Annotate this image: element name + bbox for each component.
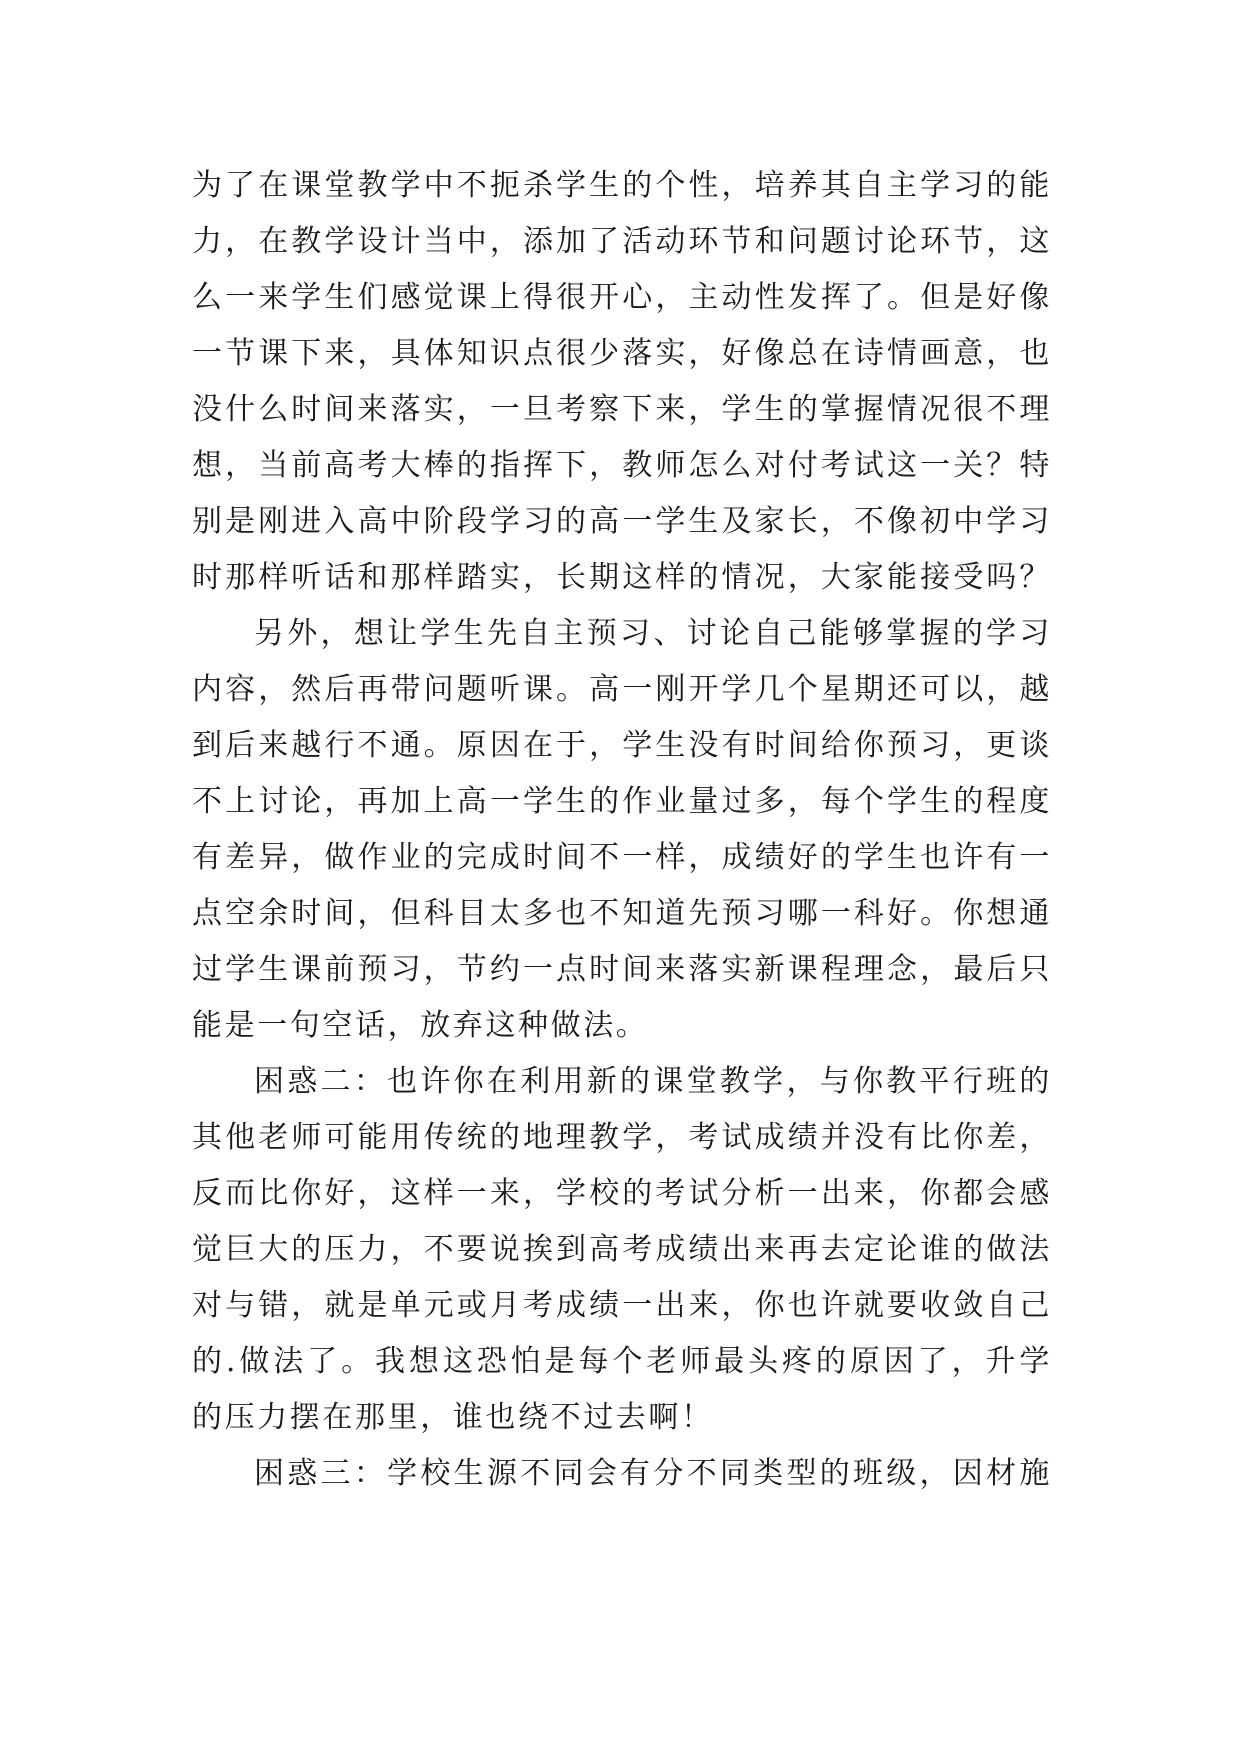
paragraph-line: 时那样听话和那样踏实，长期这样的情况，大家能接受吗？ (192, 560, 1052, 595)
paragraph-line: 没什么时间来落实，一旦考察下来，学生的掌握情况很不理 (192, 392, 1052, 427)
paragraph-first-line: 困惑二：也许你在利用新的课堂教学，与你教平行班的 (254, 1064, 1052, 1099)
paragraph-line: 想，当前高考大棒的指挥下，教师怎么对付考试这一关？特 (192, 448, 1052, 483)
paragraph-last-line: 能是一句空话，放弃这种做法。 (192, 1008, 649, 1043)
paragraph-line: 内容，然后再带问题听课。高一刚开学几个星期还可以，越 (192, 672, 1052, 707)
paragraph-first-line: 困惑三：学校生源不同会有分不同类型的班级，因材施 (254, 1456, 1052, 1491)
paragraph-line: 别是刚进入高中阶段学习的高一学生及家长，不像初中学习 (192, 504, 1052, 539)
paragraph-line: 力，在教学设计当中，添加了活动环节和问题讨论环节，这 (192, 224, 1052, 259)
paragraph-line: 的.做法了。我想这恐怕是每个老师最头疼的原因了，升学 (192, 1344, 1052, 1379)
paragraph-line: 么一来学生们感觉课上得很开心，主动性发挥了。但是好像 (192, 280, 1052, 315)
paragraph-line: 反而比你好，这样一来，学校的考试分析一出来，你都会感 (192, 1176, 1052, 1211)
paragraph-line: 对与错，就是单元或月考成绩一出来，你也许就要收敛自己 (192, 1288, 1052, 1323)
paragraph-line: 一节课下来，具体知识点很少落实，好像总在诗情画意，也 (192, 336, 1052, 371)
paragraph-line: 过学生课前预习，节约一点时间来落实新课程理念，最后只 (192, 952, 1052, 987)
paragraph-last-line: 的压力摆在那里，谁也绕不过去啊！ (192, 1400, 714, 1435)
paragraph-line: 到后来越行不通。原因在于，学生没有时间给你预习，更谈 (192, 728, 1052, 763)
paragraph-line: 觉巨大的压力，不要说挨到高考成绩出来再去定论谁的做法 (192, 1232, 1052, 1267)
paragraph-first-line: 另外，想让学生先自主预习、讨论自己能够掌握的学习 (254, 616, 1052, 651)
paragraph-line: 其他老师可能用传统的地理教学，考试成绩并没有比你差， (192, 1120, 1052, 1155)
body-text (192, 158, 1052, 1502)
paragraph-line: 不上讨论，再加上高一学生的作业量过多，每个学生的程度 (192, 784, 1052, 819)
paragraph-line: 为了在课堂教学中不扼杀学生的个性，培养其自主学习的能 (192, 168, 1052, 203)
paragraph-line: 有差异，做作业的完成时间不一样，成绩好的学生也许有一 (192, 840, 1052, 875)
paragraph-line: 点空余时间，但科目太多也不知道先预习哪一科好。你想通 (192, 896, 1052, 931)
